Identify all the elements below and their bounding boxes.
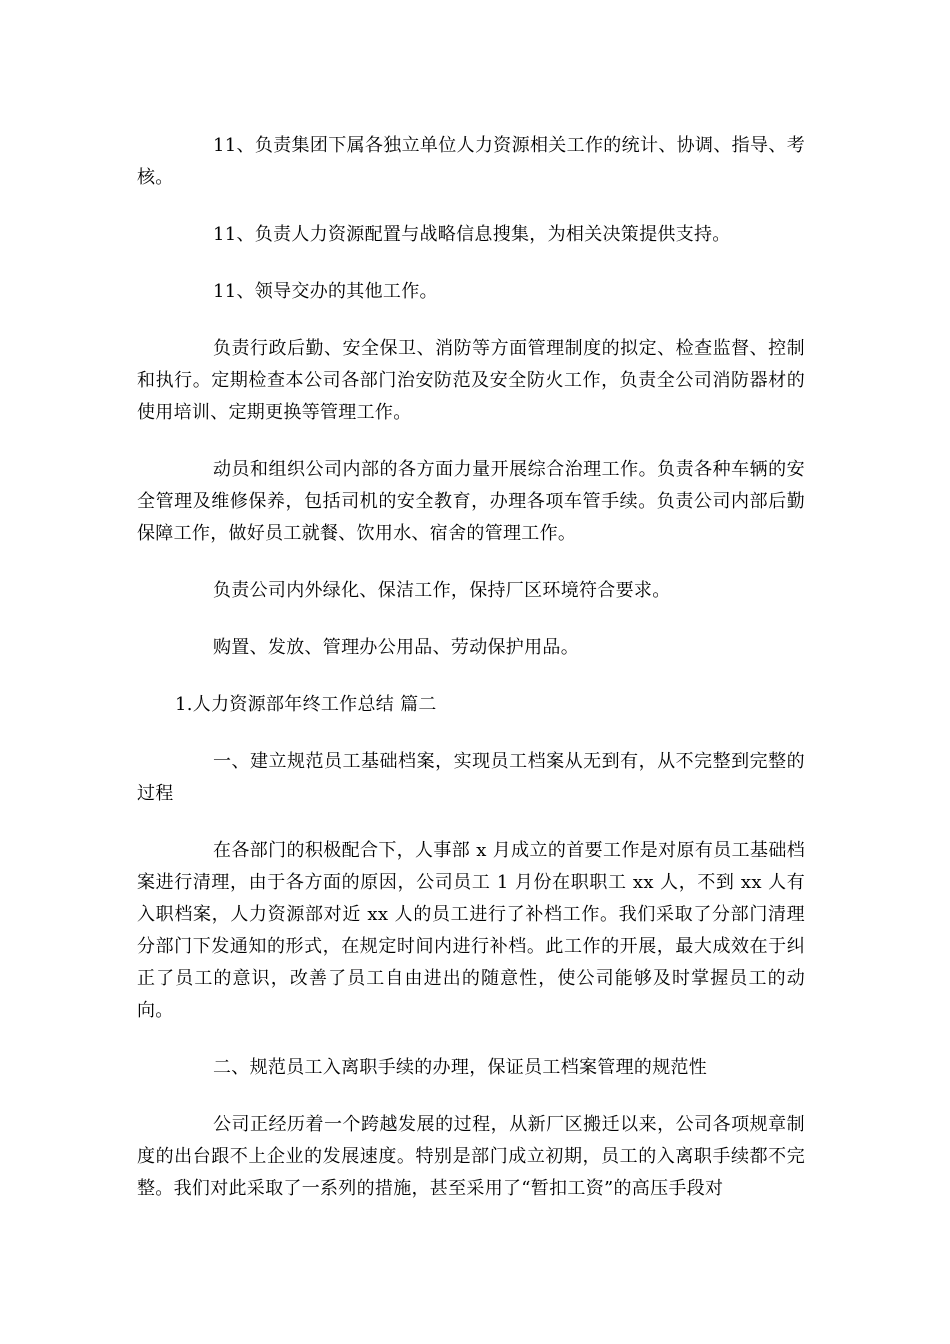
paragraph-admin-safety: 负责行政后勤、安全保卫、消防等方面管理制度的拟定、检查监督、控制和执行。定期检查本公司各部门治安防范及安全防火工作，负责全公司消防器材的使用培训、定期更换等管理工作。 xyxy=(137,338,805,423)
paragraph-item-one-title: 一、建立规范员工基础档案，实现员工档案从无到有，从不完整到完整的过程 xyxy=(137,751,805,804)
paragraph-supplies: 购置、发放、管理办公用品、劳动保护用品。 xyxy=(213,637,579,658)
paragraph-duty-11-strategy: 11、负责人力资源配置与战略信息搜集，为相关决策提供支持。 xyxy=(213,224,731,245)
paragraph-comprehensive-management: 动员和组织公司内部的各方面力量开展综合治理工作。负责各种车辆的安全管理及维修保养，包括司机的安全教育，办理各项车管手续。负责公司内部后勤保障工作，做好员工就餐、饮用水、宿舍的管理工作。 xyxy=(137,459,805,544)
section-heading: 1.人力资源部年终工作总结 篇二 xyxy=(175,694,437,715)
paragraph-item-two-title: 二、规范员工入离职手续的办理，保证员工档案管理的规范性 xyxy=(213,1057,708,1078)
paragraph-duty-11-stats: 11、负责集团下属各独立单位人力资源相关工作的统计、协调、指导、考核。 xyxy=(137,135,805,188)
document-body xyxy=(137,130,805,1230)
paragraph-company-development: 公司正经历着一个跨越发展的过程，从新厂区搬迁以来，公司各项规章制度的出台跟不上企业的发展速度。特别是部门成立初期，员工的入离职手续都不完整。我们对此采取了一系列的措施，甚至采用了“暂扣工资”的高压手段对 xyxy=(137,1114,805,1199)
paragraph-duty-11-other: 11、领导交办的其他工作。 xyxy=(213,281,438,302)
paragraph-greening: 负责公司内外绿化、保洁工作，保持厂区环境符合要求。 xyxy=(213,580,671,601)
paragraph-archive-cleanup: 在各部门的积极配合下，人事部 x 月成立的首要工作是对原有员工基础档案进行清理，由于各方面的原因，公司员工 1 月份在职职工 xx 人，不到 xx 人有入职档案，人力资源部对近 xx 人的员工进行了补档工作。我们采取了分部门清理分部门下发通知的形式，在规定时间内进行补档。此工作的开展，最大成效在于纠正了员工的意识，改善了员工自由进出的随意性，使公司能够及时掌握员工的动向。 xyxy=(137,840,805,1021)
